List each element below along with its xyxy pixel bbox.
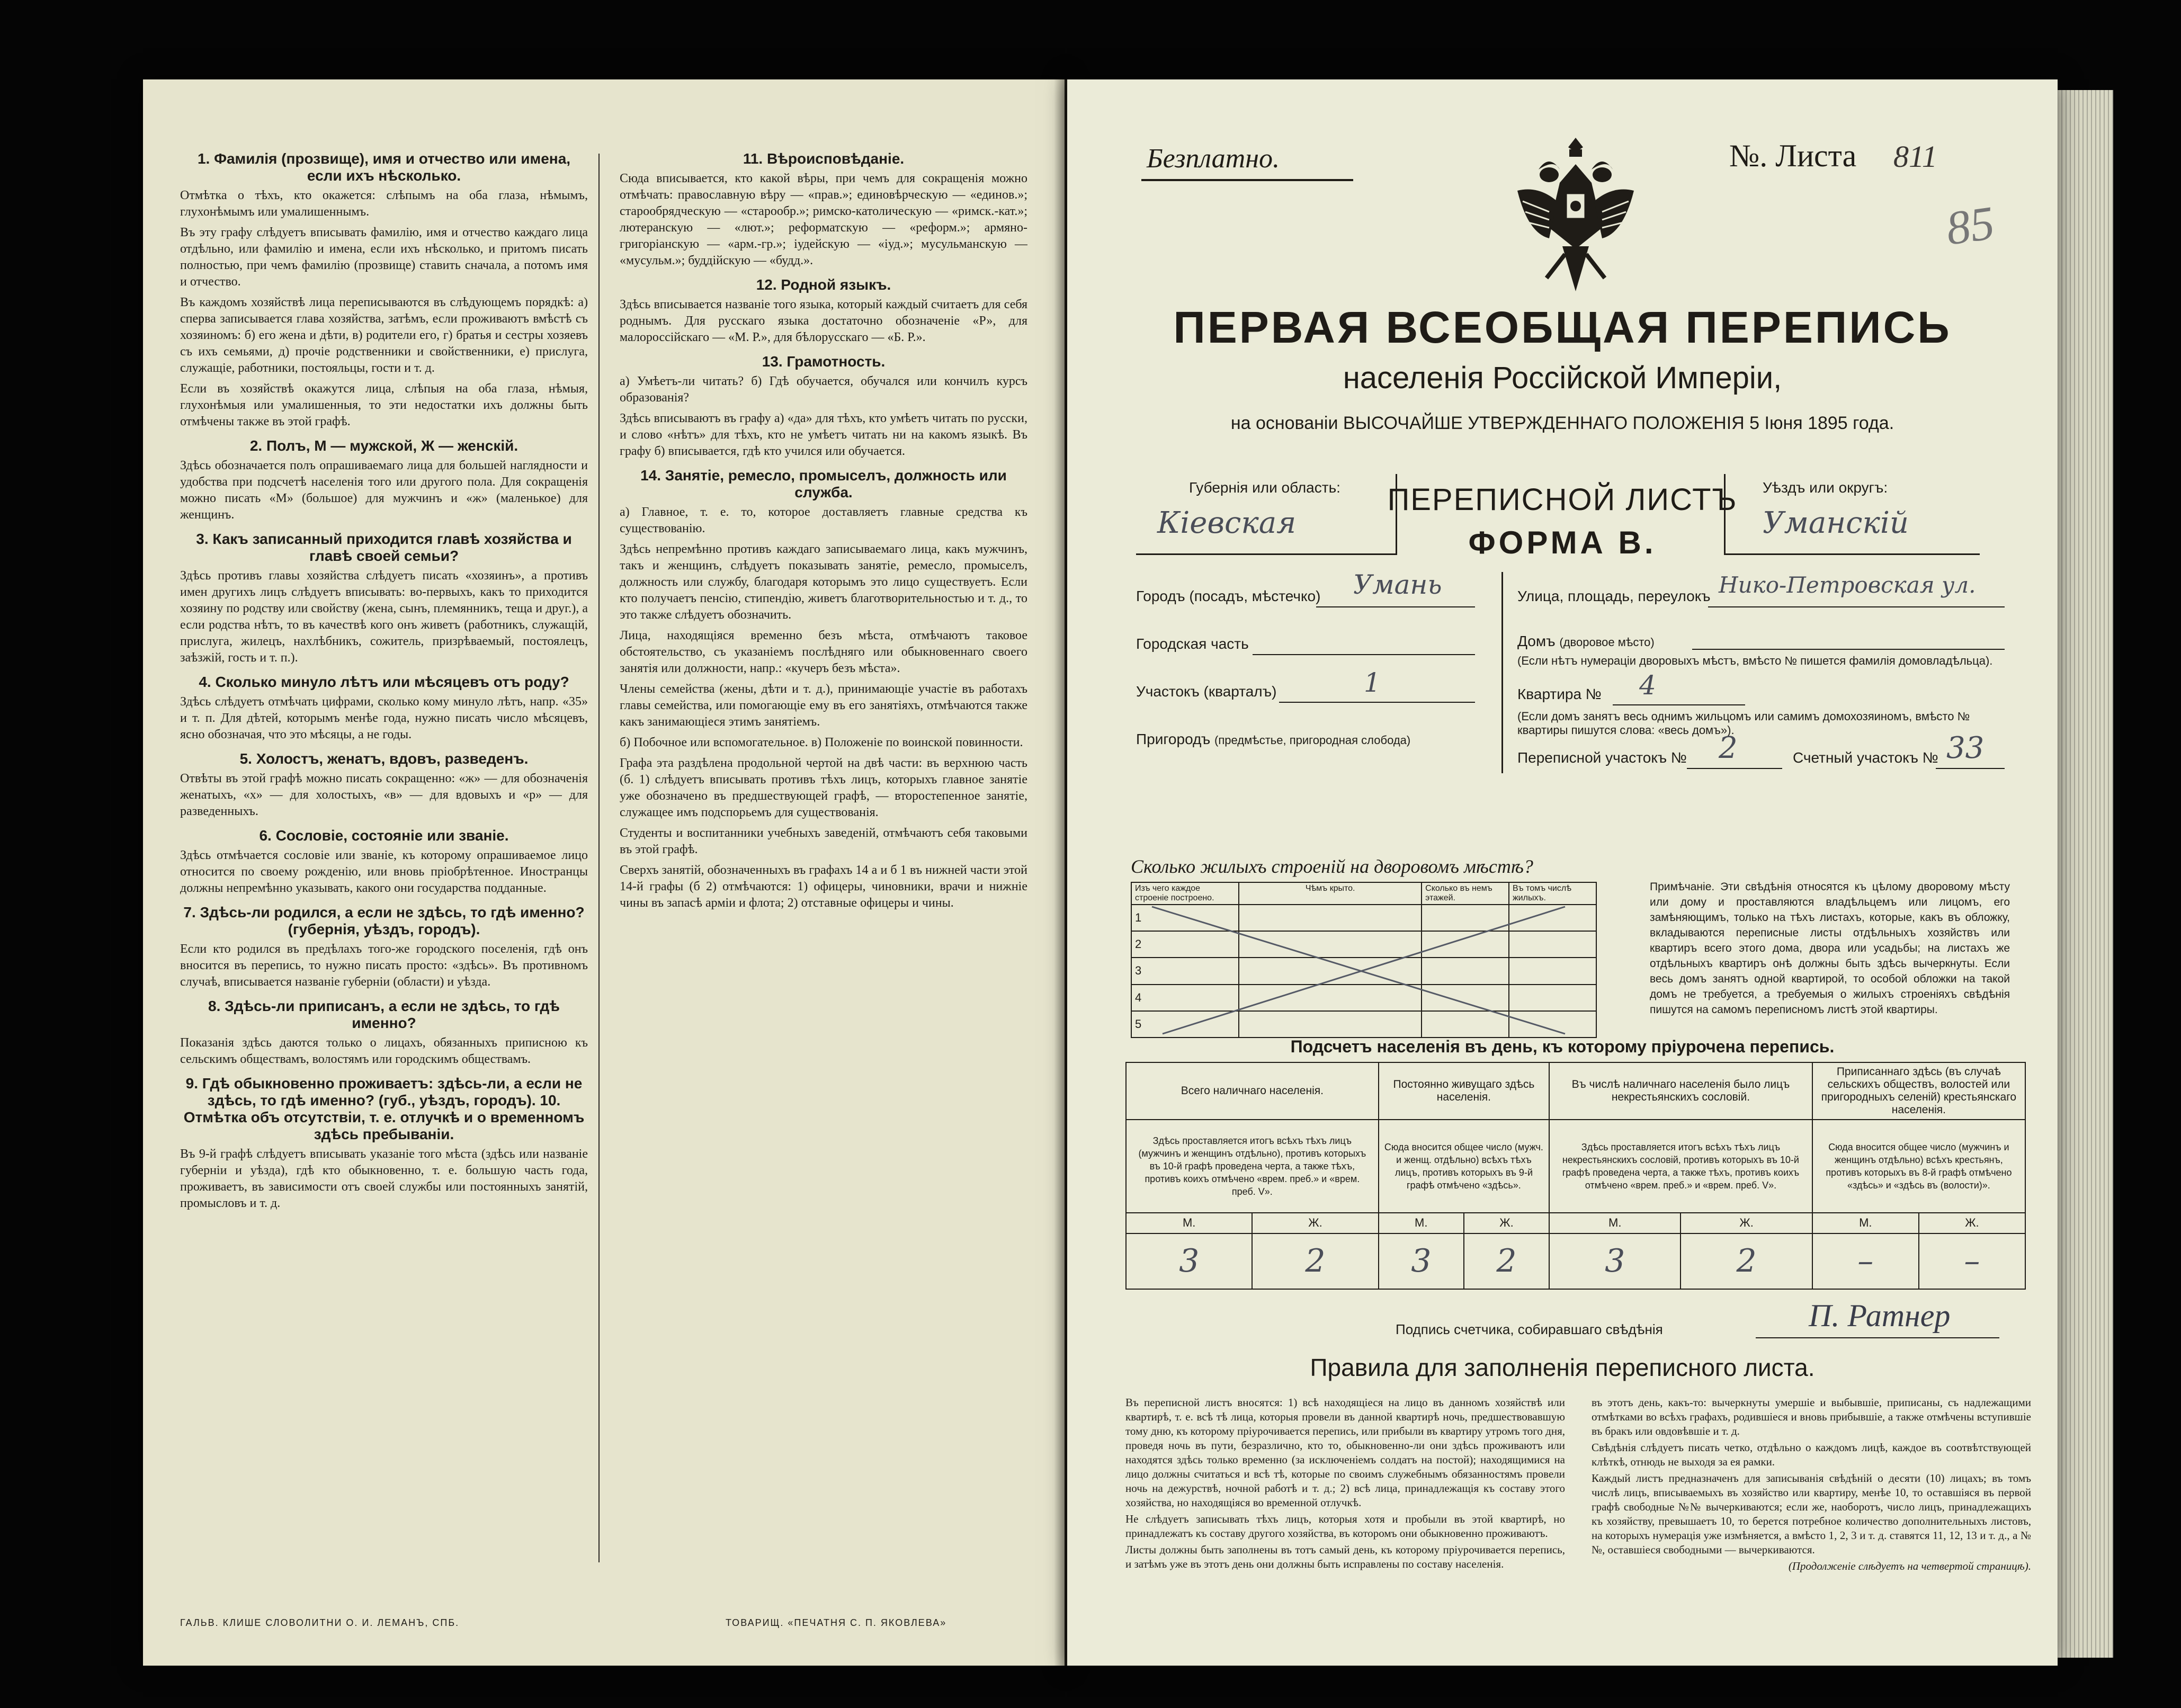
rules-paragraph: Не слѣдуетъ записывать тѣхъ лицъ, которыя хотя и пробыли въ этой квартирѣ, но принадлежатъ къ составу другого хозяйства, въ которомъ они обыкновенно проживаютъ. <box>1125 1513 1565 1540</box>
gorod-value: Умань <box>1353 569 1442 600</box>
sex-male-header: М. <box>1812 1213 1919 1233</box>
sheet-number-label: №. Листа <box>1729 138 1857 173</box>
population-header: Приписаннаго здѣсь (въ случаѣ сельскихъ обществъ, волостей или пригородныхъ селеній) крестьянскаго населенія. <box>1812 1062 2025 1120</box>
perepisnoy-label: Переписной участокъ № <box>1517 749 1687 766</box>
population-header: Постоянно живущаго здѣсь населенія. <box>1379 1062 1549 1120</box>
uchastok-label: Участокъ (кварталъ) <box>1136 683 1277 700</box>
instruction-text: Члены семейства (жены, дѣти и т. д.), принимающіе участіе въ работахъ главы семейства, или помогающіе ему въ его занятіяхъ, отмѣчаются также какъ занимающіеся этимъ занятіемъ. <box>620 682 1027 729</box>
uezd-label: Уѣздъ или округъ: <box>1763 479 1888 496</box>
left-page <box>143 79 1065 1666</box>
gubernia-label: Губернія или область: <box>1189 479 1340 496</box>
population-value: 3 <box>1549 1233 1681 1290</box>
kvartira-label: Квартира № <box>1517 686 1602 702</box>
sex-female-header: Ж. <box>1464 1213 1549 1233</box>
rules-paragraph: Въ переписной листъ вносятся: 1) всѣ находящіеся на лицо въ данномъ хозяйствѣ или квартирѣ, т. е. всѣ тѣ лица, которыя провели въ данной квартирѣ ночь, предшествовавшую тому дню, къ которому пріурочивается перепись, или прибыли въ квартиру утромъ того дня, проведя ночь въ пути, безразлично, кто то, обыкновенно-ли они здѣсь проживаютъ или находятся здѣсь только временно (за исключеніемъ солдатъ на постой); находящимися на лицо должны считаться и всѣ тѣ, которые по своимъ служебнымъ обязанностямъ провели ночь на дежурствѣ, ночной работѣ и т. д.; 2) всѣ лица, принадлежащія къ составу этого хозяйства, но находящіяся во временной отлучкѣ. <box>1125 1396 1565 1509</box>
instruction-heading: 12. Родной языкъ. <box>756 276 891 293</box>
chast-line <box>1253 654 1475 655</box>
rules-paragraph: Листы должны быть заполнены въ тотъ самый день, къ которому пріурочивается перепись, и затѣмъ уже въ этотъ день они должны быть исправлены по составу населенія. <box>1125 1543 1565 1570</box>
form-code: ФОРМА В. <box>1468 525 1657 560</box>
prigorod-label <box>1136 731 1410 748</box>
instruction-text: Студенты и воспитанники учебныхъ заведеній, отмѣчаютъ себя таковыми въ этой графѣ. <box>620 826 1027 856</box>
instruction-text: а) Главное, т. е. то, которое доставляетъ главные средства къ существованію. <box>620 505 1027 535</box>
instruction-text: Въ 9-й графѣ слѣдуетъ вписывать указаніе того мѣста (здѣсь или названіе губерніи и уѣзда), гдѣ кто обыкновенно, т. е. большую часть года, проживаетъ, въ зависимости отъ своей службы или постоянныхъ занятій, промысловъ и т. д. <box>180 1147 588 1210</box>
instruction-text: Отмѣтка о тѣхъ, кто окажется: слѣпымъ на оба глаза, нѣмымъ, глухонѣмымъ или умалишеннымъ. <box>180 189 588 219</box>
sex-female-header: Ж. <box>1681 1213 1812 1233</box>
population-table <box>1125 1062 2026 1290</box>
population-value: 3 <box>1379 1233 1464 1290</box>
population-value: 3 <box>1126 1233 1252 1290</box>
population-count-title: Подсчетъ населенія въ день, къ которому пріурочена перепись. <box>1290 1037 1835 1056</box>
sex-male-header: М. <box>1379 1213 1464 1233</box>
buildings-header: Въ томъ числѣ жилыхъ. <box>1509 882 1596 905</box>
rules-paragraph: въ этотъ день, какъ-то: вычеркнуты умершіе и выбывшіе, приписаны, съ надлежащими отмѣтками во всѣхъ графахъ, родившіеся и вновь прибывшіе, а также отмѣчены вступившіе въ бракъ или овдовѣвшіе и т. д. <box>1592 1396 2031 1437</box>
form-title: ПЕРЕПИСНОЙ ЛИСТЪ <box>1387 482 1738 517</box>
schetny-label: Счетный участокъ № <box>1793 749 1938 766</box>
population-value: – <box>1919 1233 2025 1290</box>
gubernia-value: Кіевская <box>1157 506 1297 540</box>
instruction-text: Здѣсь противъ главы хозяйства слѣдуетъ писать «хозяинъ», а противъ имен другихъ лицъ слѣдуетъ вписывать: во-первыхъ, какъ то приходится хозяину по родству или свойству (жена, сынъ, племянникъ, теща и друг.), а если родства нѣтъ, то въ качествѣ кого онъ живетъ (работникъ, служащій, прислуга, жилецъ, нахлѣбникъ, сожитель, призрѣваемый, постоялецъ, заѣзжій, гость и т. п.). <box>180 569 588 665</box>
rules-title: Правила для заполненія переписного листа. <box>1310 1354 1815 1381</box>
instruction-text: Если кто родился въ предѣлахъ того-же городского поселенія, гдѣ онъ вносится въ перепись, то нужно писать просто: «здѣсь». Въ противномъ случаѣ, вписывается названіе губерніи (области) и уѣзда. <box>180 942 588 989</box>
instruction-heading: 5. Холостъ, женатъ, вдовъ, разведенъ. <box>239 750 529 767</box>
instruction-heading: 6. Сословіе, состояніе или званіе. <box>259 827 509 844</box>
ulitsa-label: Улица, площадь, переулокъ <box>1517 588 1711 604</box>
instruction-heading: 2. Полъ, М — мужской, Ж — женскій. <box>249 437 519 454</box>
instruction-text: Здѣсь непремѣнно противъ каждаго записываемаго лица, какъ мужчинъ, такъ и женщинъ, слѣдуетъ показывать занятіе, ремесло, промыселъ, должность или службу, благодаря которымъ это лицо существуетъ. Если кто получаетъ пенсію, стипендію, живетъ благотворительностью и т. д., то это также слѣдуетъ обозначить. <box>620 542 1027 622</box>
buildings-row-number: 2 <box>1131 931 1239 958</box>
instruction-text: Если въ хозяйствѣ окажутся лица, слѣпыя на оба глаза, нѣмыя, глухонѣмыя или умалишенныя, то эти недостатки ихъ должны быть отмѣчены также въ этой графѣ. <box>180 382 588 428</box>
instruction-text: Лица, находящіяся временно безъ мѣста, отмѣчаютъ таковое обстоятельство, съ указаніемъ послѣдняго или обыкновеннаго своего занятія или должности, напр.: «кучеръ безъ мѣста». <box>620 629 1027 675</box>
buildings-header: Чѣмъ крыто. <box>1239 882 1422 905</box>
crossed-out-mark <box>1131 901 1597 1038</box>
instruction-text: а) Умѣетъ-ли читать? б) Гдѣ обучается, обучался или кончилъ курсъ образованія? <box>620 374 1027 405</box>
population-header: Всего наличнаго населенія. <box>1126 1062 1379 1120</box>
population-description: Сюда вносится общее число (мужчинъ и женщинъ отдѣльно) всѣхъ крестьянъ, противъ которыхъ въ 8-й графѣ отмѣчено «здѣсь» и «здѣсь въ (волости)». <box>1812 1120 2025 1213</box>
uchastok-line <box>1279 702 1475 703</box>
instructions-column-1 <box>180 143 588 1573</box>
signature-line <box>1756 1337 1999 1338</box>
uchastok-value: 1 <box>1364 667 1381 698</box>
legal-basis: на основаніи ВЫСОЧАЙШЕ УТВЕРЖДЕННАГО ПОЛОЖЕНІЯ 5 Іюня 1895 года. <box>1230 413 1894 433</box>
pencil-number: 85 <box>1943 196 1998 255</box>
instruction-text: Сюда вписывается, кто какой вѣры, при чемъ для сокращенія можно отмѣчать: православную вѣру — «прав.»; единовѣрческую — «единов.»; старообрядческую — «старообр.»; римско-католическую — «римск.-кат.»; лютеранскую — «лют.»; реформатскую — «реформ.»; армяно-григоріанскую — «арм.-гр.»; іудейскую — «іуд.»; мусульманскую — «мусульм.»; буддійскую — «будд.». <box>620 172 1027 267</box>
gubernia-box <box>1136 474 1397 555</box>
rules-continued-note: (Продолженіе слѣдуетъ на четвертой страницѣ). <box>1788 1560 2031 1572</box>
ulitsa-line <box>1708 606 2005 607</box>
schetny-value: 33 <box>1946 731 1985 765</box>
instruction-heading: 8. Здѣсь-ли приписанъ, а если не здѣсь, то гдѣ именно? <box>208 998 560 1031</box>
perepisnoy-value: 2 <box>1719 731 1738 765</box>
buildings-header: Изъ чего каждое строеніе построено. <box>1131 882 1239 905</box>
instruction-text: Сверхъ занятій, обозначенныхъ въ графахъ 14 а и б 1 въ нижней части этой 14-й графы (б 2) отмѣчаются: 1) офицеры, чиновники, врачи и нижніе чины въ запасѣ арміи и флота; 2) отставные офицеры и чины. <box>620 863 1027 910</box>
chast-label: Городская часть <box>1136 636 1249 652</box>
page-edges-stack <box>2050 90 2113 1658</box>
schetny-line <box>1936 768 2005 769</box>
right-page <box>1067 79 2058 1666</box>
instruction-heading: 3. Какъ записанный приходится главѣ хозяйства и главѣ своей семьи? <box>196 531 572 564</box>
instruction-heading: 4. Сколько минуло лѣтъ или мѣсяцевъ отъ роду? <box>199 674 569 690</box>
buildings-row-number: 3 <box>1131 958 1239 984</box>
sex-male-header: М. <box>1126 1213 1252 1233</box>
instruction-text: Въ каждомъ хозяйствѣ лица переписываются въ слѣдующемъ порядкѣ: а) сперва записывается глава хозяйства, затѣмъ, если проживаютъ вмѣстѣ съ хозяиномъ: б) его жена и дѣти, в) родители его, г) братья и сестры хозяевъ съ ихъ семьями, д) прочіе родственники и свойственники, е) прислуга, служащіе, работники, постояльцы, гости и т. д. <box>180 296 588 375</box>
population-description: Сюда вносится общее число (мужч. и женщ. отдѣльно) всѣхъ тѣхъ лицъ, противъ которыхъ въ 9-й графѣ отмѣчено «здѣсь». <box>1379 1120 1549 1213</box>
address-divider <box>1501 572 1503 773</box>
gorod-label: Городъ (посадъ, мѣстечко) <box>1136 588 1321 604</box>
uezd-box <box>1724 474 1980 555</box>
double-headed-eagle-icon <box>1507 132 1644 297</box>
instruction-text: Здѣсь обозначается полъ опрашиваемаго лица для большей наглядности и удобства при подсчетѣ населенія того или другого пола. Для сокращенія можно писать «М» (большое) для мужчинъ и «ж» (маленькое) для женщинъ. <box>180 459 588 522</box>
instruction-text: Графа эта раздѣлена продольной чертой на двѣ части: въ верхнюю часть (б. 1) слѣдуетъ вписывать противъ тѣхъ лицъ, которыхъ главное занятіе уже обозначено въ предшествующей графѣ, — второстепенное занятіе, служащее имъ подспорьемъ для существованія. <box>620 756 1027 819</box>
prigorod-note: (предмѣстье, пригородная слобода) <box>1214 734 1411 747</box>
instruction-text: Здѣсь вписываютъ въ графу а) «да» для тѣхъ, кто умѣетъ читать по русски, и слово «нѣтъ» для тѣхъ, кто не умѣетъ читать ни на какомъ языкѣ. Въ графу б) вписывается, гдѣ кто учился или обучается. <box>620 412 1027 458</box>
sheet-number-value: 811 <box>1893 139 1937 174</box>
instructions-column-2 <box>620 143 1027 1573</box>
rules-paragraph: Свѣдѣнія слѣдуетъ писать четко, отдѣльно о каждомъ лицѣ, каждое въ соотвѣтствующей клѣткѣ, отнюдь не выходя за ея рамки. <box>1592 1441 2031 1468</box>
instruction-text: Здѣсь слѣдуетъ отмѣчать цифрами, сколько кому минуло лѣтъ, напр. «35» и т. п. Для дѣтей, которымъ менѣе года, нужно писать число мѣсяцевъ, ясно обозначая, что это мѣсяцы, а не годы. <box>180 695 588 741</box>
instruction-heading: 11. Вѣроисповѣданіе. <box>743 150 905 167</box>
instruction-heading: 13. Грамотность. <box>762 353 886 370</box>
instruction-text: Показанія здѣсь даются только о лицахъ, обязанныхъ приписною къ сельскимъ обществамъ, волостямъ или городскимъ обществамъ. <box>180 1036 588 1066</box>
free-underline <box>1141 179 1353 181</box>
prigorod-label-text: Пригородъ <box>1136 731 1211 747</box>
page-title: ПЕРВАЯ ВСЕОБЩАЯ ПЕРЕПИСЬ <box>1173 302 1952 352</box>
rules-column-1 <box>1125 1396 1565 1573</box>
buildings-row-number: 4 <box>1131 985 1239 1011</box>
instruction-heading: 14. Занятіе, ремесло, промыселъ, должность или служба. <box>640 467 1007 500</box>
rules-column-2 <box>1592 1396 2031 1576</box>
instruction-text: Здѣсь вписывается названіе того языка, который каждый считаетъ для себя роднымъ. Для русскаго языка достаточно обозначеніе «Р», для малороссійскаго — «М. Р.», для бѣлорусскаго — «Б. Р.». <box>620 298 1027 344</box>
gorod-line <box>1316 606 1475 607</box>
column-divider <box>598 154 600 1562</box>
sex-male-header: М. <box>1549 1213 1681 1233</box>
kvartira-line <box>1613 704 1745 705</box>
dom-footnote: (Если нѣтъ нумераціи дворовыхъ мѣстъ, вмѣсто № пишется фамилія домовладѣльца). <box>1517 654 1993 667</box>
instruction-heading: 1. Фамилія (прозвище), имя и отчество или имена, если ихъ нѣсколько. <box>197 150 571 184</box>
instruction-heading: 7. Здѣсь-ли родился, а если не здѣсь, то гдѣ именно? (губернія, уѣздъ, городъ). <box>183 904 585 937</box>
dom-line <box>1692 649 2005 650</box>
signature-value: П. Ратнер <box>1809 1298 1951 1333</box>
buildings-header: Сколько въ немъ этажей. <box>1422 882 1509 905</box>
buildings-question: Сколько жилыхъ строеній на дворовомъ мѣстѣ? <box>1131 856 1533 877</box>
printer-credit-left: ГАЛЬВ. КЛИШЕ СЛОВОЛИТНИ О. И. ЛЕМАНЪ, СПБ. <box>180 1617 460 1628</box>
kvartira-value: 4 <box>1639 670 1656 701</box>
instruction-heading: 9. Гдѣ обыкновенно проживаетъ: здѣсь-ли, а если не здѣсь, то гдѣ именно? (губ., уѣздъ, городъ). 10. Отмѣтка объ отсутствіи, т. е. отлучкѣ и о временномъ здѣсь пребываніи. <box>183 1075 585 1142</box>
instruction-text: Отвѣты въ этой графѣ можно писать сокращенно: «ж» — для обозначенія женатыхъ, «х» — для холостыхъ, «в» — для вдовыхъ и «р» — для разведенныхъ. <box>180 772 588 818</box>
page-subtitle: населенія Россійской Имперіи, <box>1343 361 1782 395</box>
dom-label <box>1517 633 1655 650</box>
population-description: Здѣсь проставляется итогъ всѣхъ тѣхъ лицъ некрестьянскихъ сословій, противъ которыхъ въ 10-й графѣ проведена черта, а также тѣхъ, противъ коихъ отмѣчено «врем. преб.» и «врем. преб. V». <box>1549 1120 1812 1213</box>
kvartira-footnote: (Если домъ занятъ весь однимъ жильцомъ или самимъ домохозяиномъ, вмѣсто № квартиры пишутся слова: «весь домъ»). <box>1517 710 1970 737</box>
buildings-row-number: 5 <box>1131 1011 1239 1038</box>
signature-label: Подпись счетчика, собиравшаго свѣдѣнія <box>1396 1321 1663 1337</box>
population-value: – <box>1812 1233 1919 1290</box>
sex-female-header: Ж. <box>1919 1213 2025 1233</box>
uezd-value: Уманскій <box>1763 506 1909 540</box>
free-label: Безплатно. <box>1147 144 1280 174</box>
sex-female-header: Ж. <box>1252 1213 1378 1233</box>
ulitsa-value: Нико-Петровская ул. <box>1719 572 1976 598</box>
rules-paragraph: Каждый листъ предназначенъ для записыванія свѣдѣній о десяти (10) лицахъ; въ томъ числѣ лицъ, вписываемыхъ въ хозяйство или квартиру, менѣе 10, то оставшіяся въ первой графѣ свободные №№ вычеркиваются; если же, наоборотъ, число лицъ, принадлежащихъ къ хозяйству, превышаетъ 10, то берется потребное количество дополнительныхъ листовъ, на которыхъ нумерація уже измѣняется, а вмѣсто 1, 2, 3 и т. д. ставятся 11, 12, 13 и т. д., а №№, оставшіеся свободными — вычеркиваются. <box>1592 1472 2031 1556</box>
population-description: Здѣсь проставляется итогъ всѣхъ тѣхъ лицъ (мужчинъ и женщинъ отдѣльно), противъ которыхъ въ 10-й графѣ проведена черта, а также тѣхъ, противъ коихъ отмѣчено «врем. преб.» и «врем. преб. V». <box>1126 1120 1379 1213</box>
dom-label-text: Домъ <box>1517 633 1556 649</box>
buildings-row-number: 1 <box>1131 905 1239 931</box>
population-value: 2 <box>1252 1233 1378 1290</box>
population-value: 2 <box>1681 1233 1812 1290</box>
perepisnoy-line <box>1687 768 1782 769</box>
population-value: 2 <box>1464 1233 1549 1290</box>
printer-credit-right: ТОВАРИЩ. «ПЕЧАТНЯ С. П. ЯКОВЛЕВА» <box>726 1617 947 1628</box>
population-header: Въ числѣ наличнаго населенія было лицъ некрестьянскихъ сословій. <box>1549 1062 1812 1120</box>
instruction-text: Здѣсь отмѣчается сословіе или званіе, къ которому опрашиваемое лицо относится по своему рожденію, или вновь пріобрѣтенное. Иностранцы должны непремѣнно указывать, какого они государства подданные. <box>180 848 588 895</box>
dom-note: (дворовое мѣсто) <box>1559 636 1655 649</box>
instruction-text: Въ эту графу слѣдуетъ вписывать фамилію, имя и отчество каждаго лица отдѣльно, или фамилію и имена, если ихъ нѣсколько, и притомъ писать полностью, при чемъ фамилію (прозвище) ставить сначала, а потомъ имя и отчество. <box>180 226 588 289</box>
buildings-note: Примѣчаніе. Эти свѣдѣнія относятся къ цѣлому дворовому мѣсту или дому и проставляются владѣльцемъ или лицомъ, его замѣняющимъ, только на тѣхъ листахъ, которые, какъ въ обложку, вкладываются переписные листы отдѣльныхъ хозяйствъ или квартиръ всего этого дома, двора или усадьбы; на листахъ же отдѣльныхъ квартиръ онѣ должны быть здѣсь вычеркнуты. Если весь домъ занятъ одной квартирой, то особой обложки на такой домъ не требуется, а требуемыя о жилыхъ строеніяхъ свѣдѣнія пишутся на самомъ переписномъ листѣ этой квартиры. <box>1650 881 2010 1016</box>
instruction-text: б) Побочное или вспомогательное. в) Положеніе по воинской повинности. <box>620 736 1023 749</box>
